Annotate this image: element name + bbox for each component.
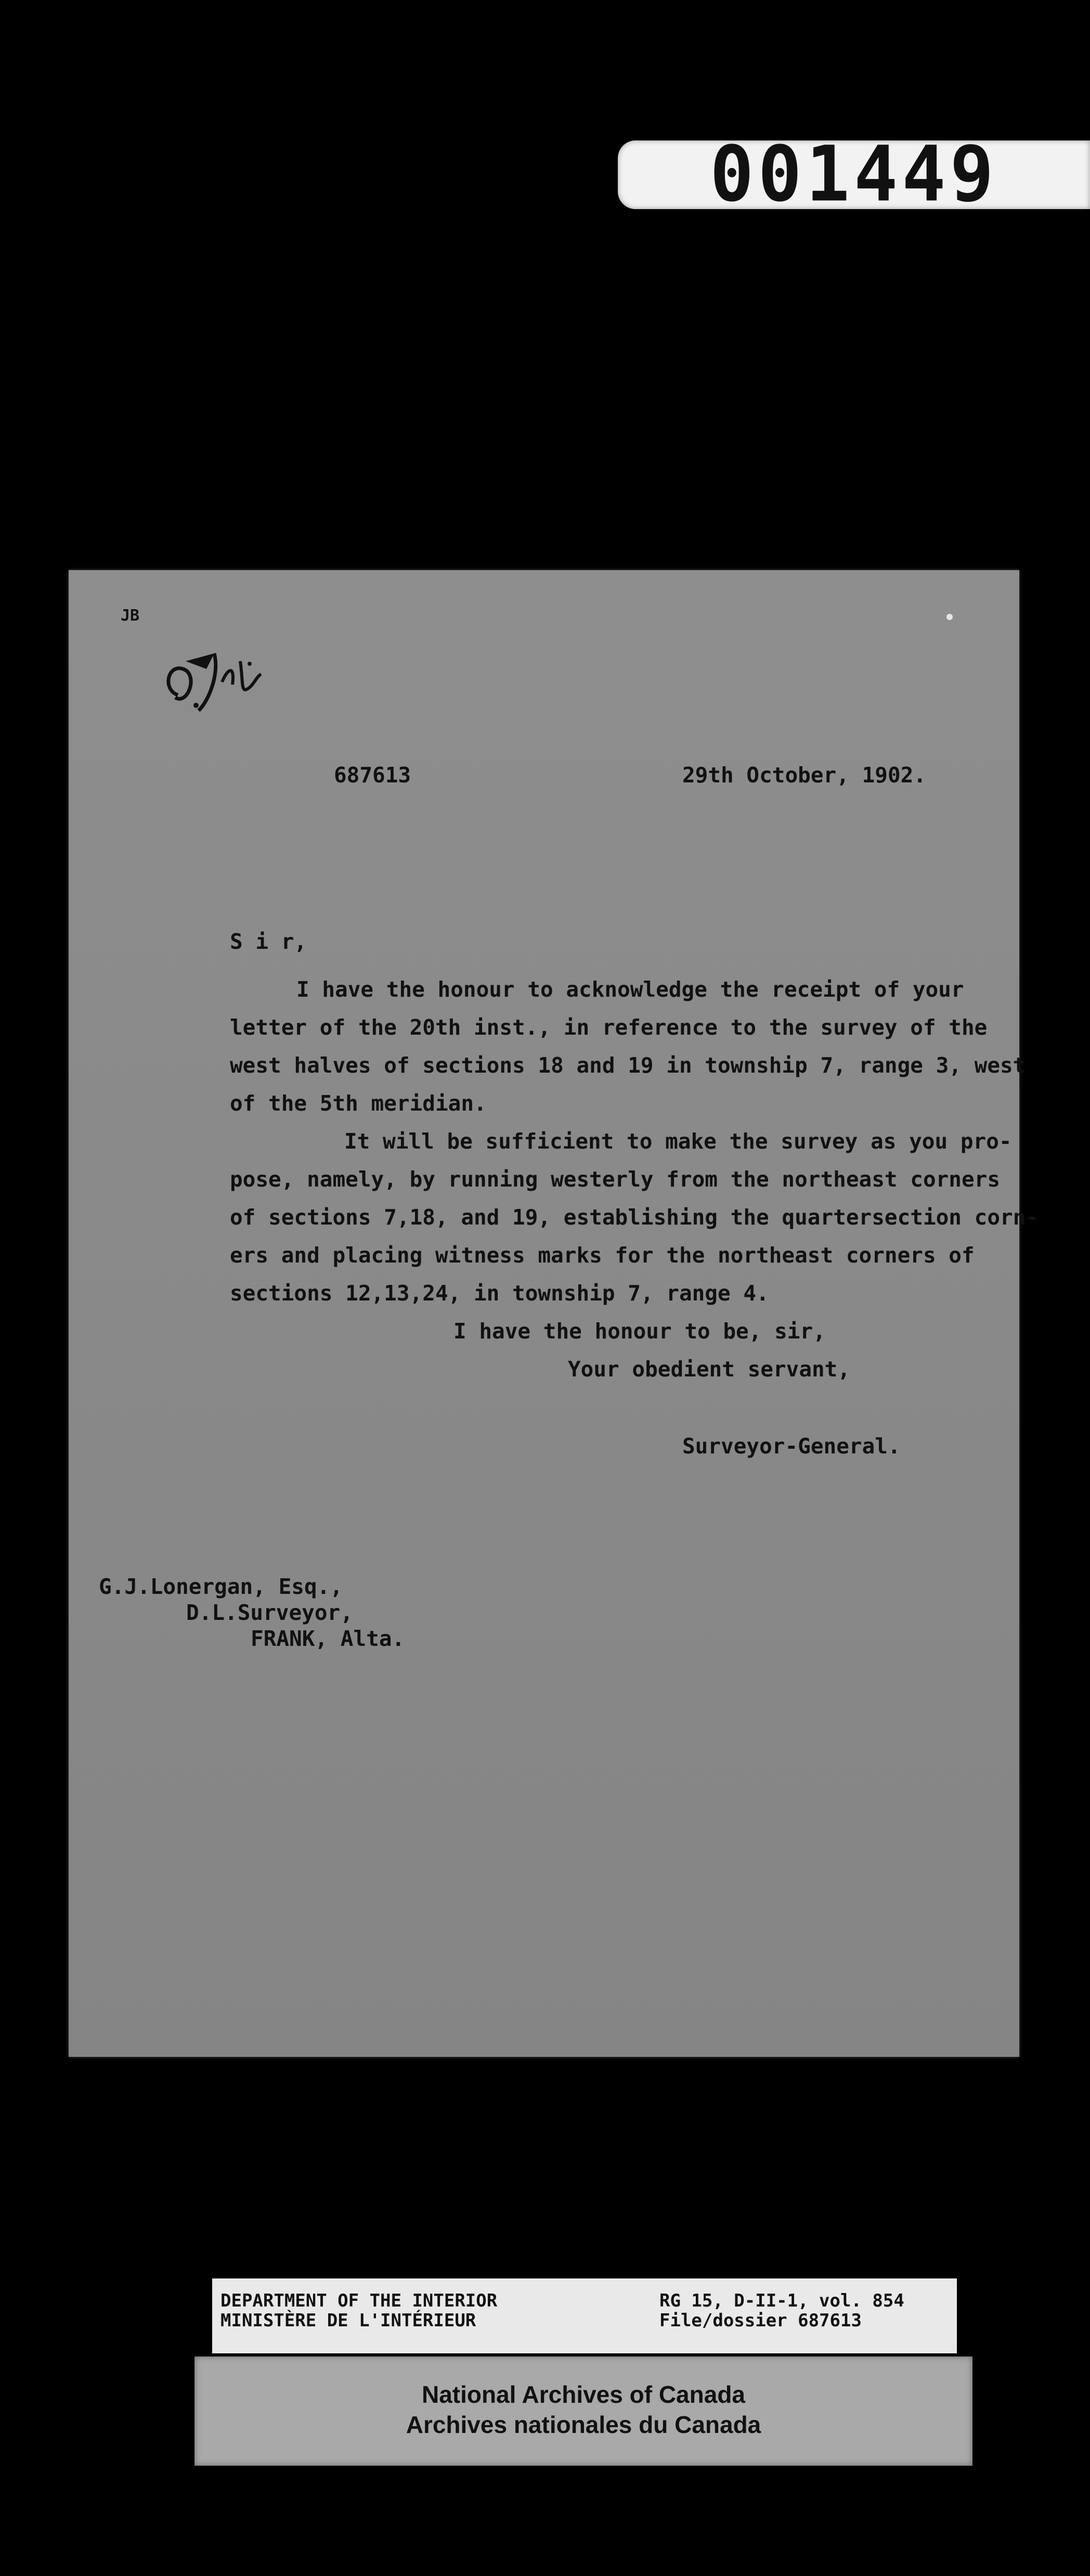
record-group-reference: RG 15, D-II-1, vol. 854: [659, 2290, 904, 2311]
department-english: DEPARTMENT OF THE INTERIOR: [220, 2290, 498, 2311]
archives-name-english: National Archives of Canada: [421, 2381, 745, 2408]
frame-number-strip: [618, 130, 1090, 220]
body-line: It will be sufficient to make the survey as you pro-: [344, 1129, 1012, 1154]
body-line: I have the honour to acknowledge the receipt of your: [296, 977, 964, 1002]
typist-initials: JB: [121, 607, 140, 625]
body-line: ers and placing witness marks for the northeast corners of: [230, 1243, 975, 1268]
address-line: G.J.Lonergan, Esq.,: [99, 1574, 343, 1599]
body-line: letter of the 20th inst., in reference to the survey of the: [230, 1015, 988, 1040]
file-dossier-number: File/dossier 687613: [659, 2310, 862, 2331]
archives-name-french: Archives nationales du Canada: [406, 2411, 761, 2438]
body-line: west halves of sections 18 and 19 in township 7, range 3, west: [230, 1053, 1026, 1078]
archive-reference-label: [212, 2278, 957, 2353]
letter-date: 29th October, 1902.: [682, 763, 926, 788]
address-line: FRANK, Alta.: [251, 1626, 405, 1651]
punch-mark: [946, 614, 953, 620]
closing-line: Your obedient servant,: [568, 1357, 851, 1382]
signature-title: Surveyor-General.: [682, 1434, 901, 1459]
letter-page: [69, 570, 1039, 2057]
closing-line: I have the honour to be, sir,: [453, 1319, 826, 1344]
address-line: D.L.Surveyor,: [186, 1600, 353, 1625]
body-line: of the 5th meridian.: [230, 1091, 487, 1116]
frame-number: 001449: [710, 130, 998, 220]
body-line: pose, namely, by running westerly from the northeast corners: [230, 1167, 1001, 1192]
salutation: S i r,: [230, 929, 307, 954]
body-line: of sections 7,18, and 19, establishing the quartersection corn-: [230, 1205, 1039, 1230]
body-line: sections 12,13,24, in township 7, range 4.: [230, 1281, 769, 1306]
file-number: 687613: [334, 763, 411, 788]
archives-banner: [194, 2356, 972, 2466]
department-french: MINISTÈRE DE L'INTÉRIEUR: [220, 2310, 476, 2331]
handwritten-file-note: [157, 633, 271, 721]
